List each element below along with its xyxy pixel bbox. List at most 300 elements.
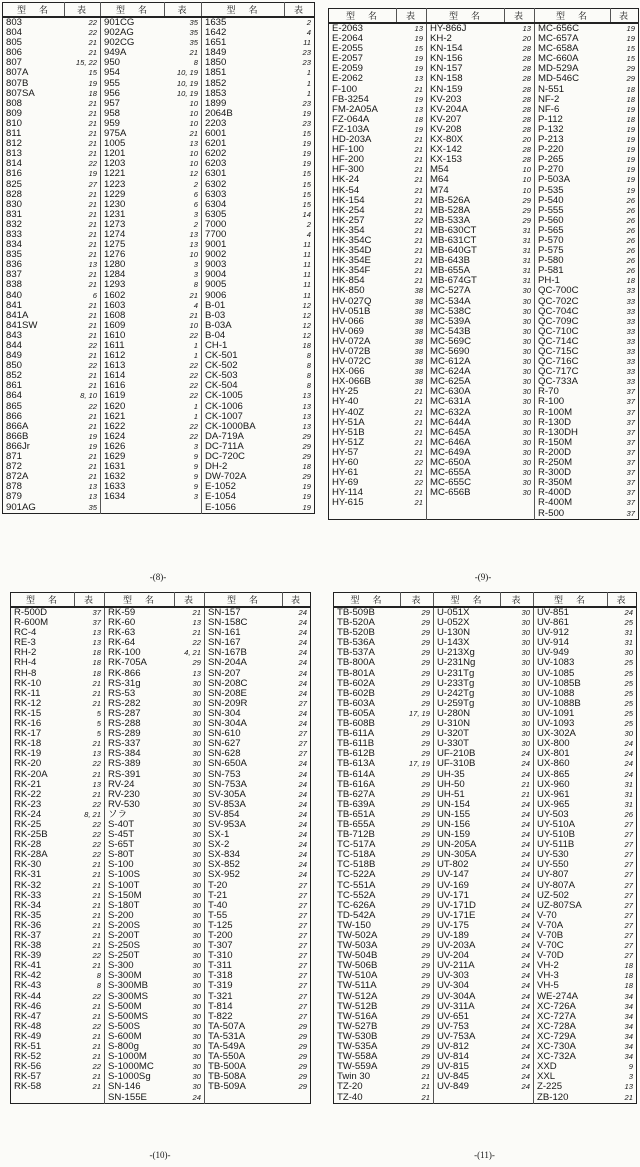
model-cell: 836	[6, 260, 23, 271]
page-ref-cell: 22	[397, 478, 427, 488]
page-ref-cell: 29	[401, 729, 434, 739]
table-row	[334, 729, 637, 739]
page-ref-cell: 24	[624, 769, 633, 779]
page-ref-cell: 23	[302, 98, 311, 108]
model-cell: CK-504	[205, 381, 238, 392]
col-page-header: 表	[285, 3, 315, 18]
col-model-header: 型 名	[202, 3, 285, 18]
page-ref-cell: 11	[303, 290, 311, 300]
page-ref-cell: 23	[302, 118, 311, 128]
page-ref-cell: 30	[501, 628, 534, 638]
model-cell: UV-651	[437, 1011, 469, 1022]
page-ref-cell: 4	[306, 28, 311, 38]
page-ref-cell: 28	[505, 44, 535, 54]
model-cell: UF-310B	[437, 759, 476, 770]
table-row	[3, 38, 315, 48]
model-cell: U-259Tg	[437, 698, 475, 709]
model-cell: 1622	[104, 421, 126, 432]
model-cell: 1609	[104, 320, 126, 331]
table-row	[3, 169, 315, 179]
table-row	[3, 361, 315, 371]
model-cell: SX-2	[208, 840, 230, 851]
model-cell: QC-717C	[538, 367, 579, 378]
page-ref-cell: 29	[401, 699, 434, 709]
model-cell: S-300M	[108, 971, 142, 982]
table-row	[3, 492, 315, 502]
model-cell: E-2057	[332, 54, 363, 65]
model-cell: HK-354C	[332, 235, 372, 246]
page-ref-cell: 30	[175, 1012, 205, 1022]
model-cell: UV-303	[437, 971, 469, 982]
page-ref-cell: 22	[75, 951, 105, 961]
page-ref-cell: 38	[397, 286, 427, 296]
table-row	[3, 462, 315, 472]
model-cell: DW-702A	[205, 472, 247, 483]
model-cell: HF-100	[332, 145, 364, 156]
table-row	[329, 206, 639, 216]
model-cell: MC-527A	[430, 286, 471, 297]
model-cell: T-200	[208, 931, 233, 941]
model-cell: 807B	[6, 78, 29, 89]
table-row	[3, 48, 315, 58]
model-cell: S-250T	[108, 951, 140, 962]
model-cell: 825	[6, 179, 23, 190]
col-model-header: 型 名	[534, 593, 608, 608]
page-ref-cell: 22	[165, 361, 202, 371]
page-ref-cell: 18	[626, 114, 635, 124]
model-cell: RK-63	[108, 628, 136, 639]
model-cell: UV-147	[437, 870, 469, 881]
model-cell: 1619	[104, 391, 126, 402]
page-ref-cell: 20	[505, 34, 535, 44]
model-cell: RK-37	[14, 931, 42, 941]
model-cell: HY-40Z	[332, 407, 365, 418]
table-row	[334, 901, 637, 911]
page-ref-cell: 30	[175, 1042, 205, 1052]
model-cell: 865	[6, 401, 23, 412]
page-ref-cell: 24	[298, 819, 307, 829]
model-cell: 956	[104, 88, 121, 99]
model-cell: RK-34	[14, 900, 42, 911]
model-cell: 6303	[205, 189, 227, 200]
page-ref-cell: 28	[505, 85, 535, 95]
model-cell: HY-25	[332, 387, 359, 398]
model-cell: TW-535A	[337, 1042, 378, 1053]
model-cell: RK-866	[108, 668, 141, 679]
table-row	[329, 155, 639, 165]
page-ref-cell: 24	[501, 850, 534, 860]
table-row	[334, 1012, 637, 1022]
model-cell: HY-51A	[332, 417, 365, 428]
model-cell: TB-611A	[337, 729, 375, 740]
model-cell: 1621	[104, 411, 126, 422]
page-ref-cell: 30	[175, 820, 205, 830]
table-row	[329, 125, 639, 135]
model-cell: U-310N	[437, 719, 471, 730]
model-cell: F-100	[332, 84, 358, 95]
model-cell: SN-161	[208, 628, 241, 639]
table-row	[11, 658, 311, 668]
model-cell: MC-650A	[430, 458, 471, 469]
model-cell: E-2064	[332, 34, 363, 45]
page-ref-cell: 24	[501, 770, 534, 780]
model-cell: QC-702C	[538, 296, 579, 307]
page-ref-cell: 24	[501, 941, 534, 951]
page-ref-cell: 22	[165, 381, 202, 391]
model-cell: SV-853A	[208, 799, 246, 810]
page-ref-cell: 21	[397, 276, 427, 286]
model-cell: TZ-40	[337, 1092, 363, 1103]
model-cell: RK-21	[14, 779, 42, 790]
page-ref-cell: 21	[65, 321, 101, 331]
page-ref-cell: 13	[75, 780, 105, 790]
page-ref-cell: 21	[165, 291, 202, 301]
page-ref-cell: 29	[401, 971, 434, 981]
model-cell: UX-961	[537, 789, 570, 800]
table-row	[329, 448, 639, 458]
page-ref-cell: 29	[401, 870, 434, 880]
page-ref-cell: 29	[302, 441, 311, 451]
model-cell: S-1000M	[108, 1052, 147, 1063]
model-cell: S-100T	[108, 880, 140, 891]
page-ref-cell: 30	[175, 1062, 205, 1072]
col-model-header: 型 名	[329, 9, 397, 24]
table-row	[3, 452, 315, 462]
page-ref-cell: 11	[303, 270, 311, 280]
model-cell: RK-64	[108, 638, 136, 649]
model-cell: UV-304A	[437, 991, 476, 1002]
page-ref-cell: 27	[298, 698, 307, 708]
model-cell: 830	[6, 199, 23, 210]
model-cell: SN-155E	[108, 1092, 147, 1103]
model-cell: UV-1085B	[537, 678, 581, 689]
model-cell: SN-650A	[208, 759, 247, 770]
model-cell: MC-543B	[430, 326, 471, 337]
page-ref-cell: 24	[501, 901, 534, 911]
model-cell: 902CG	[104, 38, 135, 49]
table-row	[329, 64, 639, 74]
page-ref-cell: 22	[165, 422, 202, 432]
model-cell: E-1052	[205, 482, 236, 493]
page-ref-cell: 21	[397, 387, 427, 397]
page-ref-cell: 9	[628, 1062, 633, 1072]
model-cell: RH-2	[14, 648, 37, 659]
page-ref-cell: 24	[501, 1032, 534, 1042]
page-ref-cell: 24	[501, 891, 534, 901]
model-cell: RK-44	[14, 991, 42, 1002]
table-row	[3, 381, 315, 391]
model-cell: 866A	[6, 421, 29, 432]
model-cell: FZ-064A	[332, 114, 370, 125]
model-cell: CK-1007	[205, 411, 243, 422]
page-ref-cell: 26	[626, 235, 635, 245]
model-cell: CK-1000BA	[205, 421, 256, 432]
page-ref-cell: 30	[501, 689, 534, 699]
model-cell: HV-069	[332, 326, 364, 337]
model-cell: R-600M	[14, 618, 49, 629]
page-ref-cell: 35	[65, 503, 101, 514]
table-row	[3, 331, 315, 341]
model-cell: 9002	[205, 250, 227, 261]
table-row	[3, 190, 315, 200]
model-cell: 975A	[104, 129, 127, 140]
page-ref-cell: 19	[397, 95, 427, 105]
page-ref-cell: 24	[298, 779, 307, 789]
model-cell: RK-32	[14, 880, 42, 891]
page-ref-cell: 19	[397, 54, 427, 64]
page-ref-cell: 29	[401, 961, 434, 971]
model-cell: 1231	[104, 209, 126, 220]
model-cell: QC-733A	[538, 377, 578, 388]
table-row	[11, 810, 311, 820]
model-cell: TB-500A	[208, 1062, 246, 1073]
table-row	[11, 931, 311, 941]
page-ref-cell: 11	[303, 250, 311, 260]
page-ref-cell: 27	[624, 860, 633, 870]
col-page-header: 表	[283, 593, 311, 608]
page-ref-cell: 29	[401, 830, 434, 840]
col-page-header: 表	[175, 593, 205, 608]
model-cell: RK-33	[14, 890, 42, 901]
page-ref-cell: 30	[175, 971, 205, 981]
page-ref-cell: 26	[624, 809, 633, 819]
page-ref-cell: 29	[401, 790, 434, 800]
model-cell: UX-960	[537, 779, 570, 790]
model-cell: HY-866J	[430, 23, 467, 34]
col-page-header: 表	[608, 593, 637, 608]
model-cell: 840	[6, 290, 23, 301]
page-ref-cell: 30	[175, 800, 205, 810]
page-ref-cell: 19	[626, 165, 635, 175]
model-cell: R-100M	[538, 407, 573, 418]
model-cell: RK-39	[14, 951, 42, 962]
page-ref-cell: 21	[75, 689, 105, 699]
page-ref-cell: 21	[65, 99, 101, 109]
page-ref-cell: 10	[165, 321, 202, 331]
model-cell: R-400D	[538, 488, 572, 499]
page-ref-cell: 21	[65, 351, 101, 361]
model-cell: P-220	[538, 145, 564, 156]
page-ref-cell: 13	[302, 411, 311, 421]
page-ref-cell: 22	[397, 216, 427, 226]
table-row	[334, 790, 637, 800]
model-cell: 805	[6, 38, 23, 49]
model-cell: RS-384	[108, 749, 141, 760]
table-row	[11, 699, 311, 709]
page-ref-cell: 21	[75, 860, 105, 870]
page-ref-cell: 13	[302, 391, 311, 401]
table-row	[329, 145, 639, 155]
model-cell: MC-630A	[430, 387, 471, 398]
page-ref-cell: 29	[401, 739, 434, 749]
model-cell: E-2062	[332, 74, 363, 85]
model-cell: KN-154	[430, 44, 463, 55]
table-row	[329, 95, 639, 105]
col-model-header: 型 名	[101, 3, 165, 18]
page-ref-cell: 21	[397, 155, 427, 165]
page-ref-cell: 26	[626, 205, 635, 215]
model-cell: TC-518B	[337, 860, 376, 871]
table-row	[334, 648, 637, 658]
page-ref-cell: 21	[75, 881, 105, 891]
model-cell: HK-354D	[332, 246, 372, 257]
page-ref-cell: 24	[501, 1052, 534, 1062]
page-ref-cell: 30	[175, 719, 205, 729]
model-cell: QC-714C	[538, 336, 579, 347]
page-ref-cell: 29	[401, 780, 434, 790]
page-ref-cell: 5	[75, 709, 105, 719]
model-cell: UV-311A	[437, 1001, 475, 1012]
page-ref-cell: 29	[401, 911, 434, 921]
table-row	[11, 992, 311, 1002]
table-row	[3, 371, 315, 381]
model-cell: 835	[6, 250, 23, 261]
page-ref-cell: 21	[397, 196, 427, 206]
page-ref-cell: 37	[626, 498, 635, 508]
page-ref-cell: 27	[298, 961, 307, 971]
page-ref-cell: 26	[626, 225, 635, 235]
table-row	[329, 44, 639, 54]
model-cell: TB-627A	[337, 789, 375, 800]
page-ref-cell: 24	[624, 608, 633, 617]
table-row	[334, 780, 637, 790]
model-cell: 9001	[205, 240, 227, 251]
page-ref-cell: 28	[505, 74, 535, 84]
model-cell: P-575	[538, 246, 564, 257]
model-cell: 1633	[104, 482, 126, 493]
model-cell: E-1054	[205, 492, 236, 503]
page-ref-cell: 21	[75, 1052, 105, 1062]
model-cell: S-65T	[108, 840, 135, 851]
model-cell: SN-167B	[208, 648, 247, 659]
model-cell: T-307	[208, 941, 233, 952]
table-row	[3, 139, 315, 149]
table-row	[334, 1042, 637, 1052]
table-row	[329, 509, 639, 520]
page-ref-cell: 21	[397, 397, 427, 407]
page-ref-cell: 24	[501, 820, 534, 830]
page-ref-cell: 15	[626, 44, 635, 54]
model-cell: 1221	[104, 169, 126, 180]
page-ref-cell: 21	[397, 266, 427, 276]
model-cell: UV-1083	[537, 658, 575, 669]
table-row	[334, 911, 637, 921]
page-ref-cell: 21	[75, 921, 105, 931]
table-row	[334, 921, 637, 931]
model-cell: V-70C	[537, 941, 564, 952]
page-ref-cell: 30	[505, 397, 535, 407]
model-cell: UY-530	[537, 850, 569, 861]
model-cell: U-143X	[437, 638, 470, 649]
model-cell: XC-728A	[537, 1021, 576, 1032]
model-cell: T-318	[208, 971, 233, 982]
page-ref-cell: 30	[175, 961, 205, 971]
page-ref-cell: 30	[501, 638, 534, 648]
model-cell: SN-209R	[208, 698, 248, 709]
table-row	[334, 1002, 637, 1012]
index-table	[328, 8, 639, 520]
model-cell: MB-533A	[430, 215, 470, 226]
page-ref-cell: 34	[624, 1042, 633, 1052]
model-cell: U-051X	[437, 607, 470, 618]
model-cell: 808	[6, 98, 23, 109]
page-ref-cell: 21	[397, 448, 427, 458]
model-cell: SX-852	[208, 860, 240, 871]
model-cell: UV-845	[437, 1072, 469, 1083]
model-cell: UV-1085	[537, 668, 575, 679]
page-ref-cell: 24	[501, 911, 534, 921]
page-ref-cell: 13	[302, 421, 311, 431]
table-row	[329, 286, 639, 296]
page-ref-cell: 24	[501, 1042, 534, 1052]
model-cell: UV-203A	[437, 941, 476, 952]
page-ref-cell: 21	[75, 790, 105, 800]
page-ref-cell: 30	[175, 981, 205, 991]
page-ref-cell: 12	[302, 300, 311, 310]
col-model-header: 型 名	[11, 593, 75, 608]
table-row	[334, 951, 637, 961]
page-ref-cell: 15	[626, 54, 635, 64]
model-cell: HK-854	[332, 276, 365, 287]
page-ref-cell: 24	[501, 992, 534, 1002]
page-ref-cell: 19	[626, 24, 635, 33]
model-cell: HV-072A	[332, 336, 371, 347]
model-cell: 1626	[104, 441, 126, 452]
model-cell: XXD	[537, 1062, 557, 1073]
page-ref-cell	[501, 1093, 534, 1104]
model-cell: TW-150	[337, 920, 371, 931]
model-cell	[329, 509, 397, 520]
page-ref-cell: 25	[624, 698, 633, 708]
page-ref-cell: 12	[165, 169, 202, 179]
model-cell: KV-203	[430, 94, 462, 105]
page-ref-cell: 24	[298, 850, 307, 860]
page-ref-cell: 33	[626, 316, 635, 326]
page-ref-cell: 17, 19	[401, 709, 434, 719]
model-cell: R-200D	[538, 447, 572, 458]
table-row	[3, 351, 315, 361]
col-model-header: 型 名	[105, 593, 175, 608]
table-row	[329, 408, 639, 418]
page-ref-cell: 30	[505, 286, 535, 296]
table-row	[11, 1062, 311, 1072]
model-cell: 850	[6, 361, 23, 372]
page-ref-cell: 11	[303, 38, 311, 48]
page-ref-cell: 8	[75, 971, 105, 981]
page-ref-cell: 37	[626, 458, 635, 468]
model-cell: UY-511B	[537, 840, 575, 851]
table-row	[3, 270, 315, 280]
model-cell: S-200T	[108, 931, 140, 941]
page-ref-cell	[165, 503, 202, 514]
model-cell: SN-167	[208, 638, 241, 649]
page-ref-cell: 21	[397, 408, 427, 418]
page-ref-cell: 24	[175, 1093, 205, 1104]
model-cell: 811	[6, 129, 22, 140]
page-ref-cell: 21	[65, 109, 101, 119]
model-cell: UN-154	[437, 799, 471, 810]
table-row	[3, 402, 315, 412]
model-cell: TA-550A	[208, 1052, 246, 1063]
page-ref-cell: 26	[626, 215, 635, 225]
model-cell: TB-608B	[337, 719, 375, 730]
model-cell: 807A	[6, 68, 29, 79]
page-ref-cell: 21	[397, 226, 427, 236]
model-cell: RK-42	[14, 971, 42, 982]
page-ref-cell: 21	[65, 331, 101, 341]
page-ref-cell: 19	[302, 492, 311, 502]
model-cell: 1620	[104, 401, 126, 412]
